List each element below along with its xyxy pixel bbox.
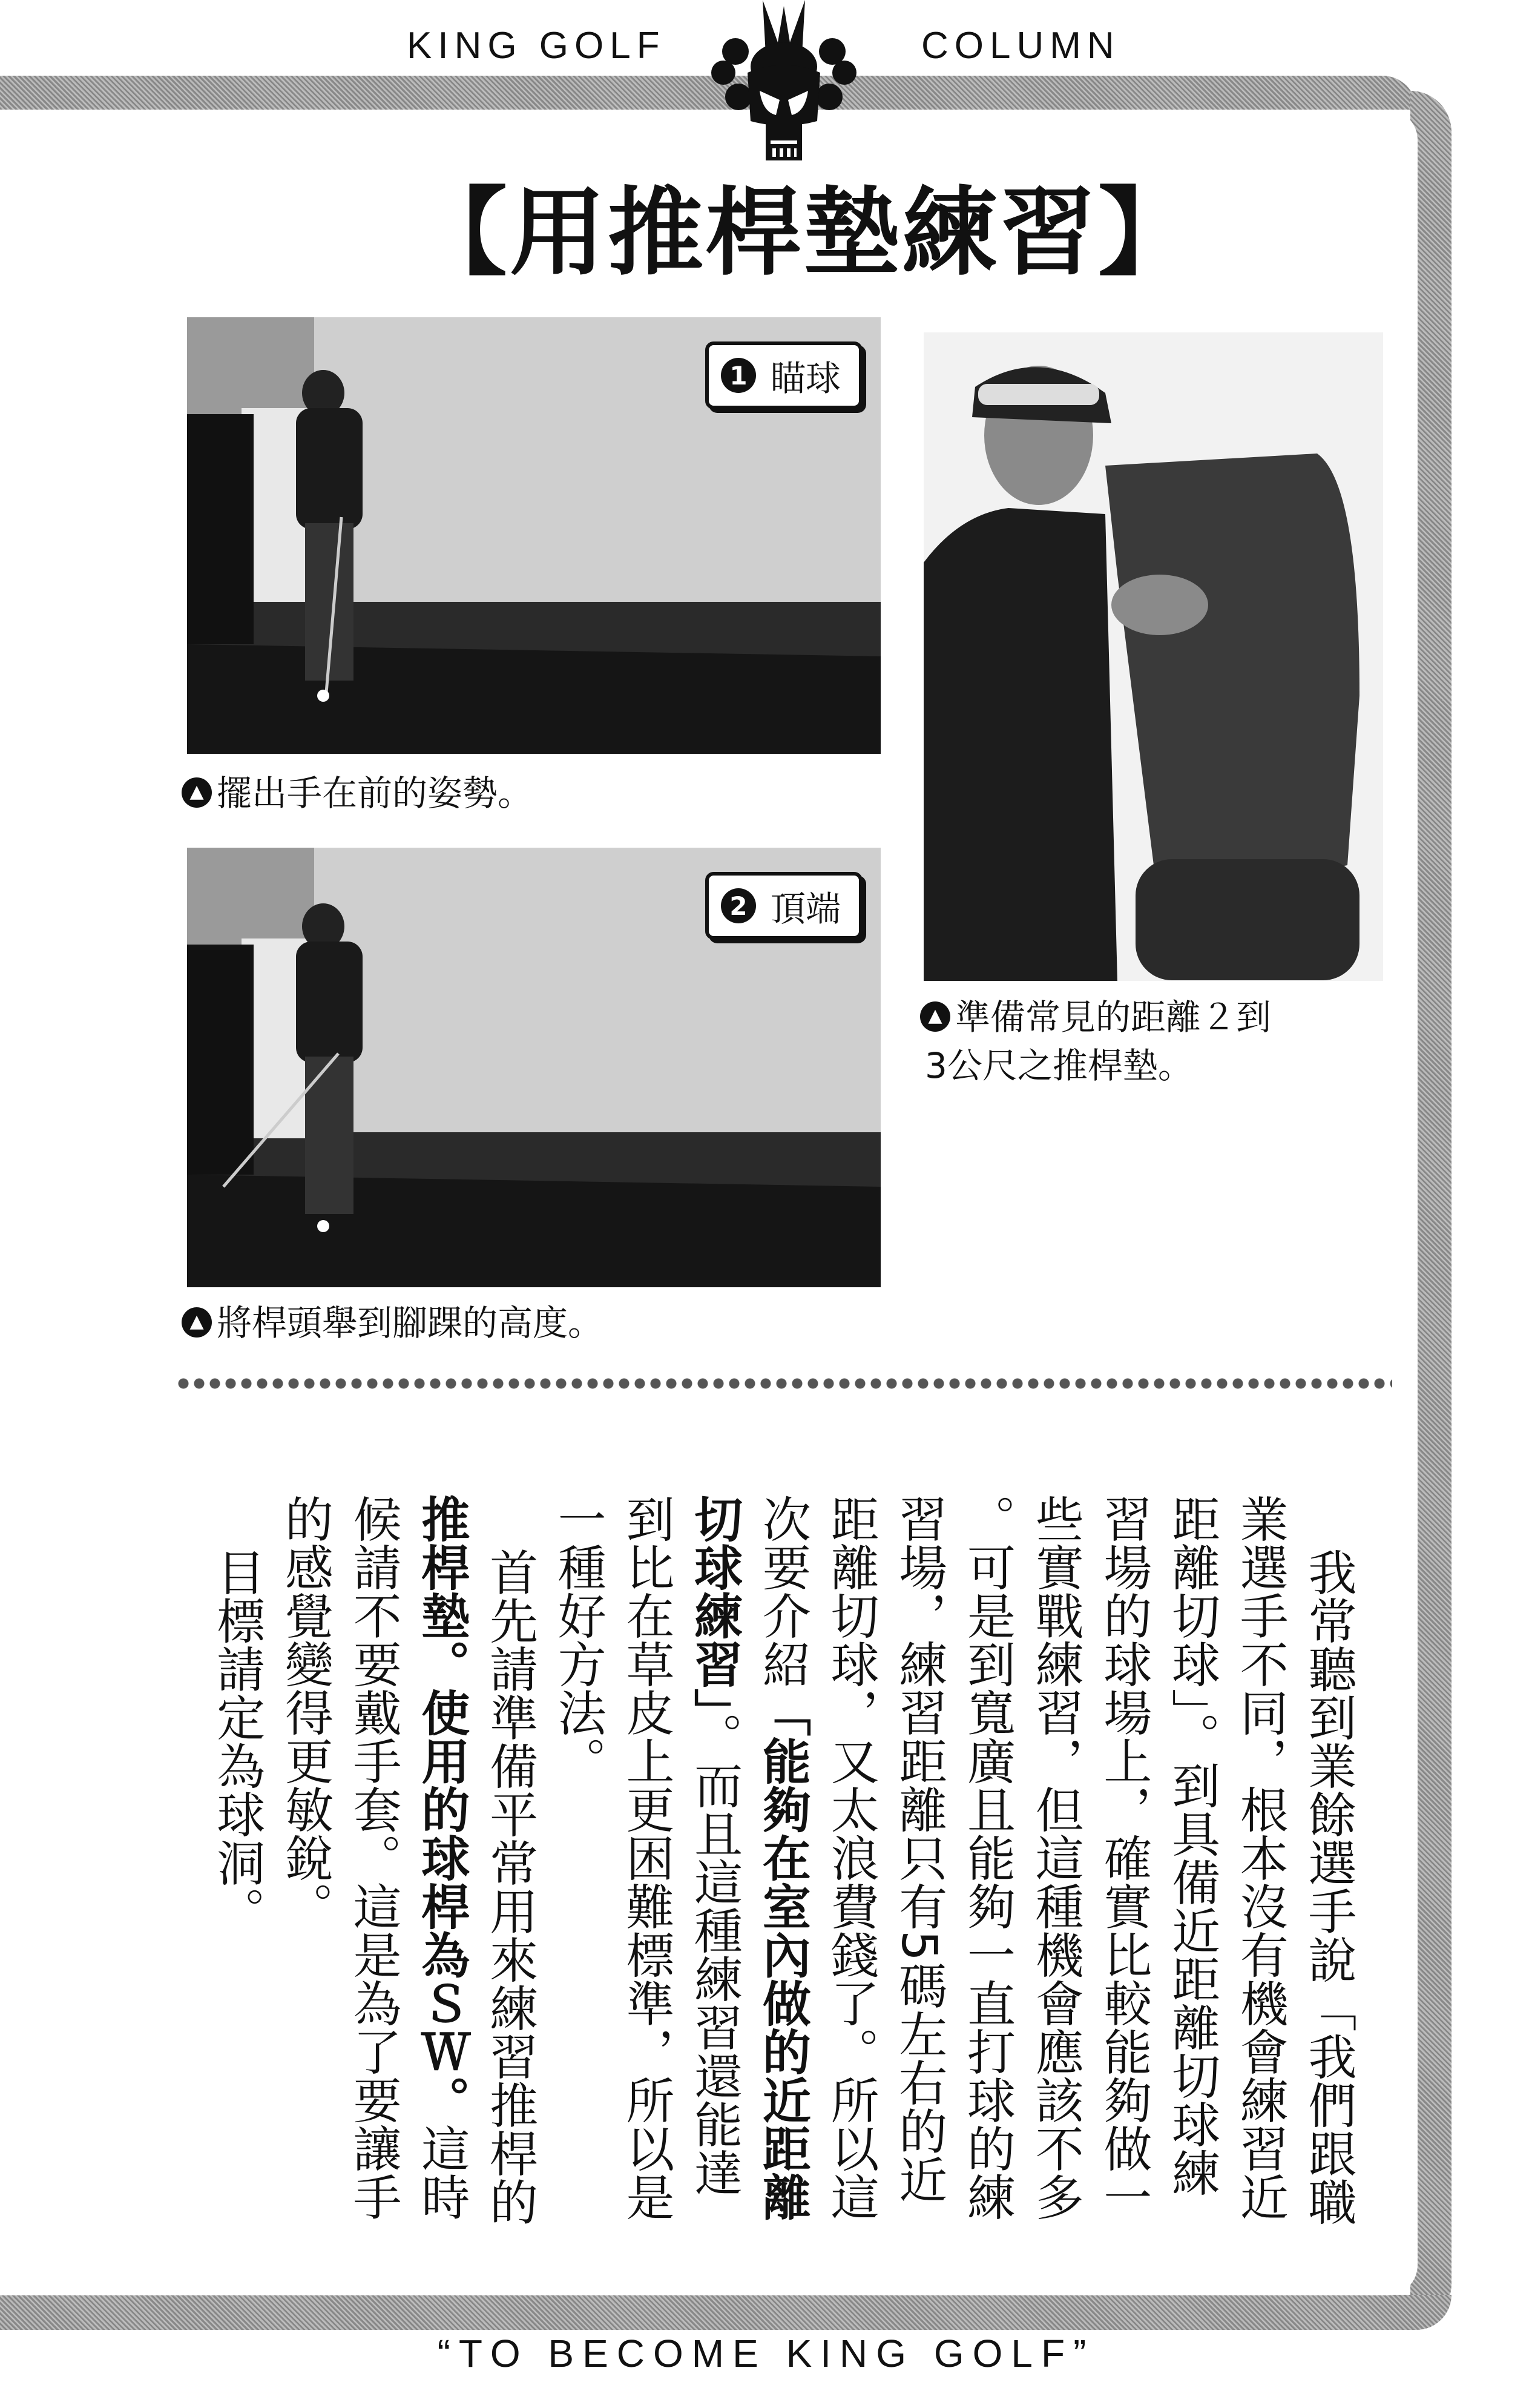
text-column (748, 1494, 817, 2221)
text-column (271, 1494, 339, 2185)
text-column (475, 1494, 544, 2226)
triangle-circle-icon: ▲ (182, 777, 212, 808)
text-segment: 這時 (413, 2124, 470, 2221)
text-segment: 候請不要戴手套。這是為了要讓手 (345, 1494, 402, 2221)
dotted-divider (176, 1376, 1392, 1391)
text-segment: 業選手不同，根本沒有機會練習近 (1232, 1494, 1289, 2221)
skull-crown-logo-icon (672, 0, 896, 170)
photo-address-pose (187, 317, 881, 754)
caption-text: 將桿頭舉到腳踝的高度。 (217, 1302, 603, 1344)
text-column (1226, 1494, 1294, 2221)
text-column (611, 1494, 680, 2221)
text-column (1294, 1494, 1362, 2226)
photo-caption-2 (182, 1299, 603, 1347)
text-segment: 次要介紹 (754, 1494, 811, 1688)
text-column (202, 1494, 271, 2185)
text-segment: 習場的球場上，確實比較能夠做一 (1095, 1494, 1152, 2221)
article-body (200, 1494, 1362, 2226)
text-column (544, 1494, 612, 2185)
caption-text-line: 3公尺之推桿墊。 (925, 1045, 1193, 1086)
text-segment: 。可是到寬廣且能夠一直打球的練 (959, 1494, 1016, 2221)
text-column (884, 1494, 953, 2203)
text-segment: 。而且這種練習還能達 (686, 1712, 743, 2197)
text-column (816, 1494, 884, 2221)
caption-text-line: 準備常見的距離２到 (955, 997, 1272, 1038)
text-segment: 目標請定為球洞。 (208, 1548, 265, 1935)
text-column (1089, 1494, 1157, 2221)
text-segment: 首先請準備平常用來練習推桿的 (481, 1548, 538, 2226)
photo-caption-3 (920, 993, 1271, 1090)
caption-text: 擺出手在前的姿勢。 (217, 773, 533, 814)
step-number-badge: 1 (721, 358, 756, 393)
photo-top-position (187, 848, 881, 1287)
step-label-text: 頂端 (770, 888, 841, 929)
text-segment: 距離切球，又太浪費錢了。所以這 (823, 1494, 879, 2221)
header-left-text: KING GOLF (407, 25, 666, 67)
photo-putting-mat (924, 332, 1383, 981)
text-column (1021, 1494, 1089, 2221)
text-segment: 些實戰練習，但這種機會應該不多 (1027, 1494, 1084, 2221)
triangle-circle-icon: ▲ (182, 1307, 212, 1338)
header-right-text: COLUMN (921, 25, 1120, 67)
step-label-text: 瞄球 (770, 358, 841, 399)
text-segment: 習場，練習距離只有5碼左右的近 (890, 1494, 947, 2203)
page-title: 【用推桿墊練習】 (412, 177, 1196, 289)
photo-step-label-1 (705, 341, 863, 409)
photo-caption-1 (182, 769, 533, 817)
text-column (680, 1494, 748, 2197)
step-number-badge: 2 (721, 888, 756, 923)
footer-slogan: “TO BECOME KING GOLF” (437, 2332, 1095, 2375)
text-segment: 的感覺變得更敏銳。 (277, 1494, 334, 1930)
text-column (407, 1494, 475, 2221)
text-segment: 距離切球」。到具備近距離切球練 (1163, 1494, 1220, 2197)
frame-bottom-band (0, 2295, 1451, 2330)
bold-text-segment: 「能夠在室內做的近距離 (754, 1688, 811, 2221)
text-segment: 我常聽到業餘選手說「我們跟職 (1300, 1548, 1356, 2226)
text-column (953, 1494, 1021, 2221)
triangle-circle-icon: ▲ (920, 1001, 950, 1032)
text-column (1157, 1494, 1226, 2197)
bold-text-segment: 推桿墊。使用的球桿為ＳＷ。 (413, 1494, 470, 2124)
text-column (338, 1494, 407, 2221)
text-segment: 一種好方法。 (550, 1494, 607, 1785)
photo-step-label-2 (705, 872, 863, 940)
bold-text-segment: 切球練習」 (686, 1494, 743, 1712)
text-segment: 到比在草皮上更困難標準，所以是 (617, 1494, 674, 2221)
